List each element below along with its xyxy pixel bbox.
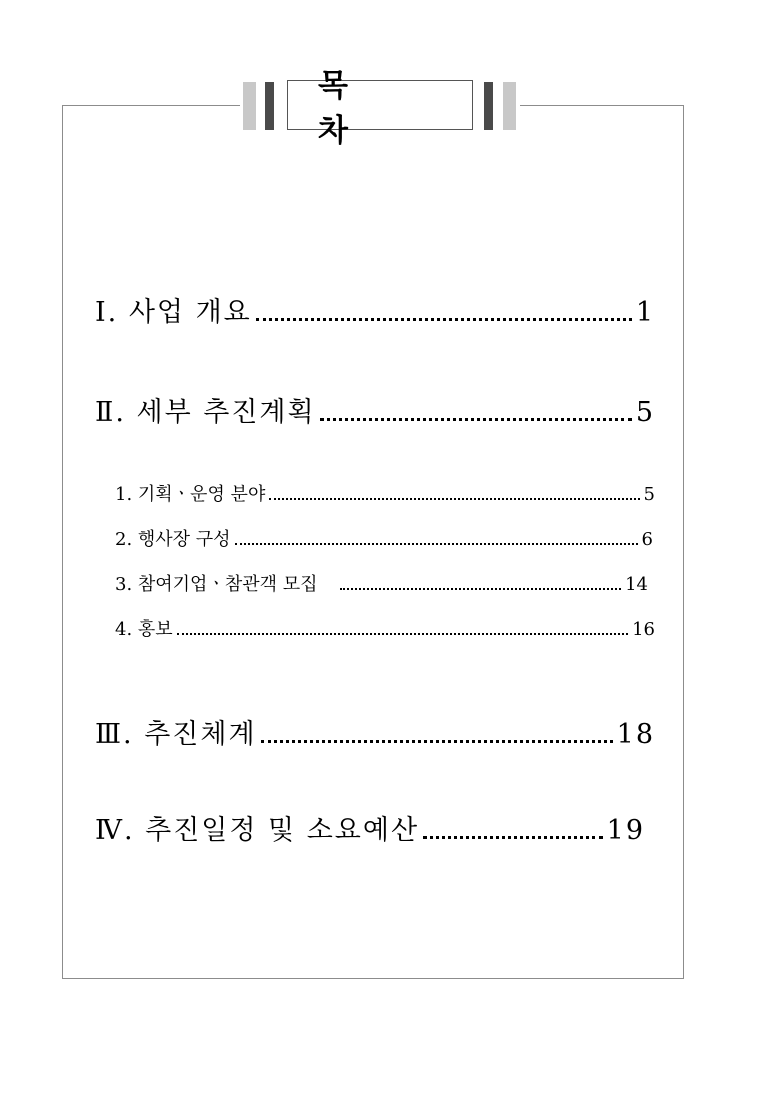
toc-section-4-page: 19	[606, 815, 645, 846]
leader-dots	[235, 537, 638, 545]
toc-section-2[interactable]	[95, 390, 655, 429]
toc-section-3[interactable]	[95, 712, 655, 751]
toc-subsection-4-page: 16	[632, 619, 655, 640]
toc-subsection-3[interactable]	[115, 570, 648, 596]
toc-subsection-1[interactable]	[115, 480, 655, 506]
leader-dots	[340, 582, 622, 590]
toc-section-1-page: 1	[635, 297, 655, 328]
toc-section-1[interactable]	[95, 290, 655, 329]
page-title: 목 차	[287, 80, 473, 130]
toc-subsection-2[interactable]	[115, 525, 653, 551]
toc-subsection-1-page: 5	[643, 484, 655, 505]
left-dark-bar	[265, 82, 274, 130]
toc-subsection-4-label: 4. 홍보	[115, 619, 173, 640]
toc-section-2-label: Ⅱ. 세부 추진계획	[95, 397, 316, 428]
leader-dots	[261, 731, 613, 743]
toc-subsection-2-page: 6	[641, 529, 653, 550]
toc-subsection-3-label: 3. 참여기업ㆍ참관객 모집	[115, 574, 318, 595]
toc-subsection-3-page: 14	[625, 574, 648, 595]
toc-section-4-label: Ⅳ. 추진일정 및 소요예산	[95, 815, 420, 846]
leader-dots	[423, 827, 603, 839]
toc-section-4[interactable]	[95, 808, 645, 847]
right-dark-bar	[484, 82, 493, 130]
toc-section-3-page: 18	[616, 719, 655, 750]
toc-subsection-2-label: 2. 행사장 구성	[115, 529, 231, 550]
leader-dots	[177, 627, 628, 635]
toc-subsection-1-label: 1. 기획ㆍ운영 분야	[115, 484, 266, 505]
toc-section-1-label: Ⅰ. 사업 개요	[95, 297, 252, 328]
toc-subsection-4[interactable]	[115, 615, 655, 641]
leader-dots	[269, 492, 639, 500]
leader-dots	[256, 309, 632, 321]
toc-section-3-label: Ⅲ. 추진체계	[95, 719, 257, 750]
right-light-bar	[503, 82, 516, 130]
left-light-bar	[243, 82, 256, 130]
toc-section-2-page: 5	[635, 397, 655, 428]
leader-dots	[320, 409, 632, 421]
